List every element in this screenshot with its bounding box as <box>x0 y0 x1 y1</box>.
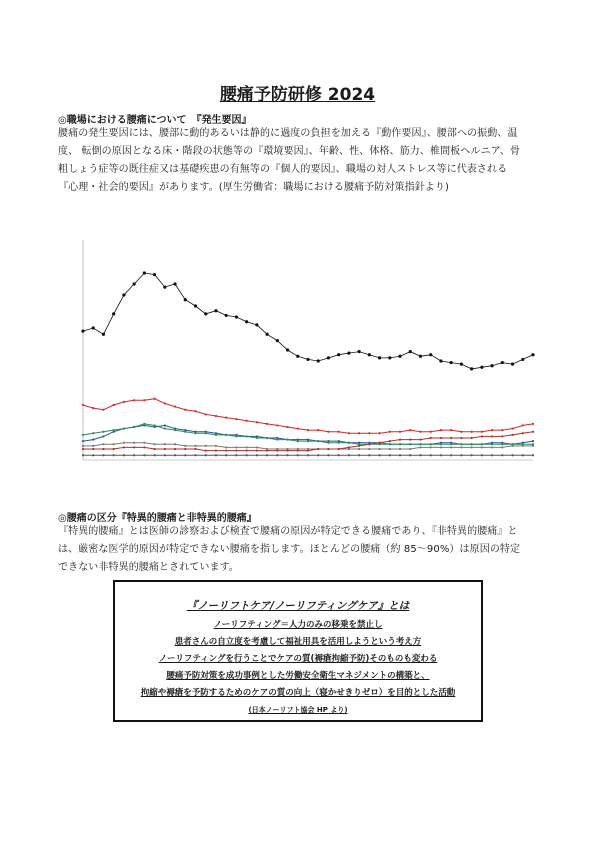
data-point <box>419 355 422 358</box>
box-source: (日本ノーリフト協会 HP より) <box>248 706 348 714</box>
data-point <box>266 423 268 425</box>
data-point <box>491 446 493 448</box>
data-point <box>153 273 156 276</box>
data-point <box>205 413 207 415</box>
data-point <box>194 432 196 434</box>
data-point <box>92 432 94 434</box>
data-point <box>194 448 196 450</box>
section1-paragraph <box>58 125 548 197</box>
data-point <box>409 429 411 431</box>
data-point <box>256 449 258 451</box>
data-point <box>389 454 391 456</box>
data-point <box>266 454 268 456</box>
data-point <box>164 443 166 445</box>
data-point <box>307 454 309 456</box>
data-point <box>430 443 432 445</box>
data-point <box>338 442 340 444</box>
data-point <box>113 404 115 406</box>
data-point <box>378 454 380 456</box>
data-point <box>317 359 320 362</box>
data-point <box>265 333 268 336</box>
data-point <box>286 426 288 428</box>
data-point <box>92 445 94 447</box>
data-point <box>317 448 319 450</box>
data-point <box>225 314 228 317</box>
data-point <box>327 448 329 450</box>
data-point <box>256 454 258 456</box>
data-point <box>368 448 370 450</box>
data-point <box>235 446 237 448</box>
data-point <box>184 409 186 411</box>
data-point <box>235 315 238 318</box>
data-point <box>133 454 135 456</box>
data-point <box>143 423 145 425</box>
data-point <box>419 431 421 433</box>
data-point <box>481 454 483 456</box>
data-point <box>297 427 299 429</box>
data-point <box>113 454 115 456</box>
data-point <box>327 442 329 444</box>
series-line <box>83 399 533 434</box>
data-point <box>460 437 462 439</box>
data-point <box>246 449 248 451</box>
data-point <box>399 448 401 450</box>
box-line: ノーリフティングを行うことでケアの質(褥瘡拘縮予防)そのものも変わる <box>158 654 438 664</box>
data-point <box>307 449 309 451</box>
data-point <box>246 435 248 437</box>
page-title: 腰痛予防研修 2024 <box>219 85 376 105</box>
data-point <box>419 438 421 440</box>
data-point <box>235 449 237 451</box>
data-point <box>194 304 197 307</box>
data-point <box>174 405 176 407</box>
data-point <box>399 454 401 456</box>
back-pain-trend-chart <box>55 222 545 492</box>
data-point <box>368 454 370 456</box>
data-point <box>317 440 319 442</box>
data-point <box>297 454 299 456</box>
data-point <box>501 443 503 445</box>
section2-heading: ◎腰痛の区分『特異的腰痛と非特異的腰痛』 <box>58 513 257 524</box>
data-point <box>501 446 503 448</box>
data-point <box>460 443 462 445</box>
data-point <box>481 435 483 437</box>
data-point <box>399 431 401 433</box>
data-point <box>286 454 288 456</box>
data-point <box>532 454 534 456</box>
data-point <box>143 446 145 448</box>
data-point <box>286 348 289 351</box>
data-point <box>460 431 462 433</box>
data-point <box>225 416 227 418</box>
no-lift-care-box <box>113 580 483 722</box>
data-point <box>235 454 237 456</box>
data-point <box>255 323 258 326</box>
data-point <box>358 432 360 434</box>
data-point <box>164 448 166 450</box>
data-point <box>164 427 166 429</box>
data-point <box>122 293 125 296</box>
data-point <box>133 282 136 285</box>
data-point <box>215 434 217 436</box>
data-point <box>133 426 135 428</box>
data-point <box>358 448 360 450</box>
data-point <box>82 404 84 406</box>
chart-svg <box>55 222 545 492</box>
box-line: 拘縮や褥瘡を予防するためのケアの質の向上（寝かせきりゼロ）を目的とした活動 <box>140 688 456 698</box>
section2-paragraph <box>58 523 548 577</box>
data-point <box>153 454 155 456</box>
data-point <box>511 427 513 429</box>
data-point <box>153 424 155 426</box>
data-point <box>194 445 196 447</box>
section2-line: は、厳密な医学的原因が特定できない腰痛を指します。ほとんどの腰痛（約 85～90%）は原因の特定 <box>58 544 521 555</box>
data-point <box>522 445 524 447</box>
data-point <box>184 448 186 450</box>
data-point <box>501 361 504 364</box>
data-point <box>450 361 453 364</box>
data-point <box>205 445 207 447</box>
data-point <box>522 454 524 456</box>
data-point <box>225 449 227 451</box>
data-point <box>430 437 432 439</box>
data-point <box>532 423 534 425</box>
data-point <box>113 429 115 431</box>
data-point <box>102 409 104 411</box>
data-point <box>133 399 135 401</box>
data-point <box>297 449 299 451</box>
section2-line: 『特異的腰痛』とは医師の診察および検査で腰痛の原因が特定できる腰痛であり、『非特異的腰痛』と <box>58 526 518 537</box>
data-point <box>327 454 329 456</box>
data-point <box>471 443 473 445</box>
data-point <box>338 448 340 450</box>
data-point <box>143 442 145 444</box>
data-point <box>440 454 442 456</box>
data-point <box>215 454 217 456</box>
data-point <box>174 429 176 431</box>
data-point <box>440 446 442 448</box>
data-point <box>246 420 248 422</box>
data-point <box>429 353 432 356</box>
data-point <box>430 446 432 448</box>
data-point <box>409 448 411 450</box>
data-point <box>286 449 288 451</box>
data-point <box>327 431 329 433</box>
data-point <box>225 446 227 448</box>
data-point <box>347 352 350 355</box>
data-point <box>440 429 442 431</box>
data-point <box>327 356 330 359</box>
data-point <box>501 429 503 431</box>
data-point <box>276 438 278 440</box>
data-point <box>256 421 258 423</box>
data-point <box>102 431 104 433</box>
data-point <box>409 443 411 445</box>
data-point <box>522 424 524 426</box>
data-point <box>338 431 340 433</box>
data-point <box>481 446 483 448</box>
data-point <box>143 271 146 274</box>
data-point <box>368 443 370 445</box>
data-point <box>389 443 391 445</box>
data-point <box>123 454 125 456</box>
section2-line: できない非特異的腰痛とされています。 <box>58 562 239 573</box>
data-point <box>348 432 350 434</box>
data-point <box>439 359 442 362</box>
data-point <box>112 312 115 315</box>
data-point <box>491 443 493 445</box>
data-point <box>532 445 534 447</box>
data-point <box>297 440 299 442</box>
data-point <box>398 355 401 358</box>
data-point <box>276 454 278 456</box>
data-point <box>92 448 94 450</box>
data-point <box>153 448 155 450</box>
data-point <box>522 432 524 434</box>
data-point <box>338 454 340 456</box>
data-point <box>471 446 473 448</box>
data-point <box>521 358 524 361</box>
data-point <box>82 434 84 436</box>
data-point <box>123 427 125 429</box>
data-point <box>102 448 104 450</box>
data-point <box>123 446 125 448</box>
data-point <box>102 443 104 445</box>
data-point <box>511 363 514 366</box>
data-point <box>358 445 360 447</box>
data-point <box>92 438 94 440</box>
data-point <box>204 312 207 315</box>
data-point <box>266 437 268 439</box>
data-point <box>215 415 217 417</box>
data-point <box>430 431 432 433</box>
section1-line: 粗しょう症等の既往症又は基礎疾患の有無等の『個人的要因』、職場の対人ストレス等に代表される <box>58 164 508 175</box>
data-point <box>378 442 380 444</box>
data-point <box>307 429 309 431</box>
data-point <box>460 363 463 366</box>
section1-line: 『心理・社会的要因』があります。(厚生労働省：職場における腰痛予防対策指針より) <box>58 182 450 193</box>
data-point <box>348 446 350 448</box>
data-point <box>82 454 84 456</box>
data-point <box>164 454 166 456</box>
data-point <box>153 398 155 400</box>
data-point <box>174 454 176 456</box>
section1-heading: ◎職場における腰痛について 『発生要因』 <box>58 115 252 126</box>
data-point <box>286 438 288 440</box>
data-point <box>501 454 503 456</box>
data-point <box>306 358 309 361</box>
data-point <box>92 407 94 409</box>
data-point <box>174 443 176 445</box>
section1-line: 腰痛の発生要因には、腰部に動的あるいは静的に過度の負担を加える『動作要因』、腰部への振動、温 <box>58 128 518 139</box>
data-point <box>245 320 248 323</box>
data-point <box>378 356 381 359</box>
data-point <box>378 448 380 450</box>
data-point <box>205 454 207 456</box>
data-point <box>532 440 534 442</box>
data-point <box>164 424 166 426</box>
data-point <box>399 443 401 445</box>
data-point <box>419 446 421 448</box>
data-point <box>143 399 145 401</box>
data-point <box>491 454 493 456</box>
data-point <box>491 429 493 431</box>
data-point <box>471 454 473 456</box>
data-point <box>409 350 412 353</box>
data-point <box>480 366 483 369</box>
section1-line: 度、 転倒の原因となる床・階段の状態等の『環境要因』、年齢、性、体格、筋力、椎間板ヘルニア、骨 <box>58 146 521 157</box>
data-point <box>348 442 350 444</box>
data-point <box>358 454 360 456</box>
data-point <box>491 435 493 437</box>
data-point <box>460 446 462 448</box>
data-point <box>123 442 125 444</box>
data-point <box>215 445 217 447</box>
data-point <box>266 449 268 451</box>
data-point <box>511 434 513 436</box>
data-point <box>399 438 401 440</box>
data-point <box>133 442 135 444</box>
data-point <box>102 435 104 437</box>
data-point <box>307 440 309 442</box>
data-point <box>225 434 227 436</box>
data-point <box>246 446 248 448</box>
data-point <box>389 440 391 442</box>
data-point <box>490 364 493 367</box>
data-point <box>389 448 391 450</box>
data-point <box>174 448 176 450</box>
data-point <box>337 353 340 356</box>
data-point <box>481 431 483 433</box>
data-point <box>184 431 186 433</box>
data-point <box>164 402 166 404</box>
data-point <box>184 298 187 301</box>
data-point <box>368 353 371 356</box>
data-point <box>481 443 483 445</box>
data-point <box>419 443 421 445</box>
data-point <box>450 454 452 456</box>
box-line: ノーリフティング＝人力のみの移乗を禁止し <box>213 620 383 630</box>
data-point <box>419 454 421 456</box>
data-point <box>81 330 84 333</box>
series-line <box>83 273 533 369</box>
data-point <box>173 282 176 285</box>
data-point <box>235 418 237 420</box>
data-point <box>184 454 186 456</box>
data-point <box>163 286 166 289</box>
data-point <box>82 445 84 447</box>
data-point <box>358 350 361 353</box>
data-point <box>378 432 380 434</box>
data-point <box>215 449 217 451</box>
data-point <box>205 449 207 451</box>
data-point <box>113 448 115 450</box>
data-point <box>143 454 145 456</box>
data-point <box>235 435 237 437</box>
data-point <box>409 438 411 440</box>
data-point <box>389 431 391 433</box>
data-point <box>153 443 155 445</box>
data-point <box>440 437 442 439</box>
data-point <box>92 454 94 456</box>
data-point <box>133 446 135 448</box>
data-point <box>102 333 105 336</box>
data-point <box>511 445 513 447</box>
data-point <box>409 454 411 456</box>
data-point <box>450 437 452 439</box>
data-point <box>194 410 196 412</box>
data-point <box>225 454 227 456</box>
data-point <box>348 454 350 456</box>
data-point <box>113 443 115 445</box>
data-point <box>276 339 279 342</box>
data-point <box>532 431 534 433</box>
data-point <box>450 446 452 448</box>
data-point <box>470 367 473 370</box>
data-point <box>296 355 299 358</box>
data-point <box>256 446 258 448</box>
data-point <box>276 449 278 451</box>
data-point <box>194 454 196 456</box>
box-line: 腰痛予防対策を成功事例とした労働安全衛生マネジメントの構築と、 <box>166 671 430 681</box>
box-heading: 『ノーリフトケア/ノーリフティングケア』とは <box>186 600 410 612</box>
data-point <box>450 443 452 445</box>
data-point <box>184 445 186 447</box>
data-point <box>317 429 319 431</box>
data-point <box>82 448 84 450</box>
data-point <box>246 454 248 456</box>
data-point <box>460 454 462 456</box>
data-point <box>471 431 473 433</box>
data-point <box>388 356 391 359</box>
data-point <box>471 437 473 439</box>
data-point <box>440 443 442 445</box>
box-line: 患者さんの自立度を考慮して福祉用具を活用しようという考え方 <box>174 637 422 647</box>
data-point <box>205 432 207 434</box>
data-point <box>450 429 452 431</box>
data-point <box>102 454 104 456</box>
data-point <box>430 454 432 456</box>
data-point <box>214 309 217 312</box>
data-point <box>368 432 370 434</box>
data-point <box>256 437 258 439</box>
data-point <box>511 454 513 456</box>
data-point <box>123 401 125 403</box>
data-point <box>82 440 84 442</box>
data-point <box>531 353 534 356</box>
data-point <box>501 435 503 437</box>
data-point <box>317 454 319 456</box>
data-point <box>276 424 278 426</box>
data-point <box>92 326 95 329</box>
